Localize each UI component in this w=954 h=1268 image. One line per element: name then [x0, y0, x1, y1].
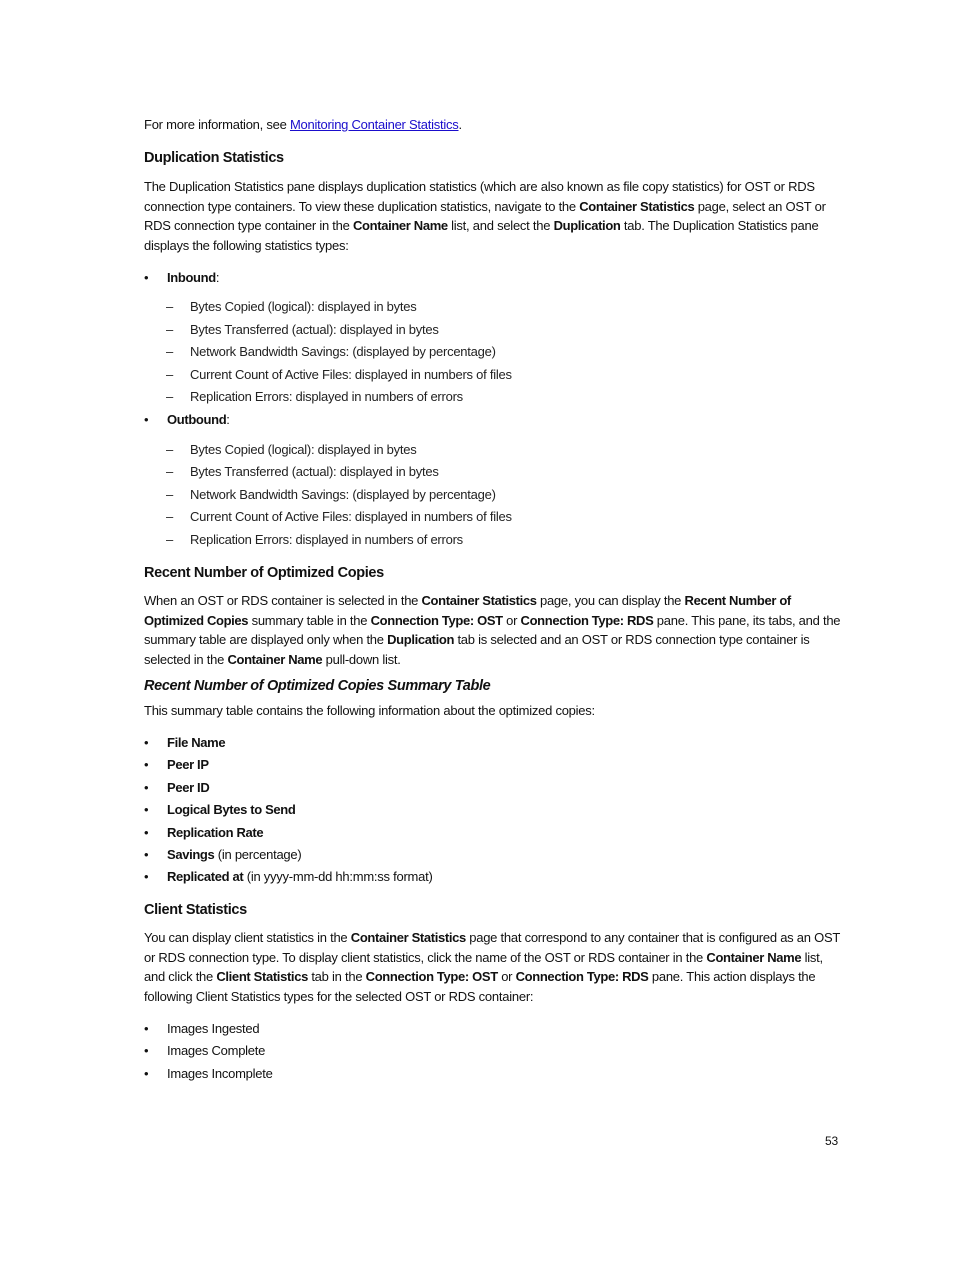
summary-table-subheading: Recent Number of Optimized Copies Summary Table	[144, 678, 491, 694]
bullet-marker: •	[144, 757, 149, 772]
bullet-marker: •	[144, 847, 149, 862]
dash-marker: –	[166, 344, 173, 359]
sub-item-text: Network Bandwidth Savings: (displayed by percentage)	[190, 487, 496, 502]
sub-item-text: Replication Errors: displayed in numbers of errors	[190, 389, 463, 404]
text: pane. This pane, its tabs, and the summary table are displayed only when the	[144, 612, 841, 647]
bullet-marker: •	[144, 270, 149, 285]
bold-term: Container Name	[706, 949, 802, 965]
sub-item-text: Network Bandwidth Savings: (displayed by percentage)	[190, 344, 496, 359]
bold-term: Connection Type: RDS	[520, 612, 654, 628]
dash-marker: –	[166, 299, 173, 314]
recent-optimized-copies-heading: Recent Number of Optimized Copies	[144, 565, 384, 581]
duplication-statistics-heading: Duplication Statistics	[144, 150, 284, 166]
intro-suffix: .	[458, 117, 462, 132]
sub-item-text: Bytes Transferred (actual): displayed in bytes	[190, 464, 439, 479]
text: tab in the	[307, 969, 366, 984]
bold-term: Replicated at	[167, 869, 244, 884]
client-statistics-paragraph	[144, 928, 842, 1006]
bold-term: Container Name	[353, 218, 448, 233]
bold-term: Replication Rate	[167, 825, 264, 840]
text: The Duplication Statistics pane displays duplication statistics (which are also known as file copy statistics) for OST or RDS connection type containers. To view these duplication statistics, navigate to the	[144, 179, 815, 214]
sub-item-text: Replication Errors: displayed in numbers of errors	[190, 532, 463, 547]
bold-term: Duplication	[553, 218, 621, 233]
dash-marker: –	[166, 322, 173, 337]
bold-term: Connection Type: OST	[370, 612, 503, 628]
sub-item-text: Bytes Copied (logical): displayed in bytes	[190, 299, 417, 314]
text: You can display client statistics in the	[144, 930, 351, 945]
bullet-marker: •	[144, 825, 149, 840]
item-text: Images Ingested	[167, 1021, 260, 1036]
bold-term: Client Statistics	[216, 969, 308, 984]
text: pull-down list.	[322, 651, 401, 667]
text: or	[502, 612, 521, 628]
bold-term: Container Statistics	[579, 198, 695, 214]
intro-paragraph	[144, 115, 842, 135]
text: page, you can display the	[536, 593, 685, 608]
text: (in yyyy-mm-dd hh:mm:ss format)	[243, 869, 433, 884]
dash-marker: –	[166, 389, 173, 404]
item-text: Images Complete	[167, 1043, 266, 1058]
bullet-marker: •	[144, 412, 149, 427]
bullet-marker: •	[144, 1043, 149, 1058]
sub-item-text: Bytes Copied (logical): displayed in bytes	[190, 442, 417, 457]
inbound-label: Inbound	[167, 270, 216, 285]
bold-term: Connection Type: OST	[365, 969, 498, 984]
text: (in percentage)	[214, 847, 302, 862]
outbound-label: Outbound	[167, 412, 227, 427]
bullet-marker: •	[144, 1066, 149, 1081]
bold-term: Savings	[167, 847, 215, 862]
sub-item-text: Current Count of Active Files: displayed in numbers of files	[190, 367, 512, 382]
monitoring-container-statistics-link[interactable]: Monitoring Container Statistics	[289, 117, 459, 132]
text: summary table in the	[248, 612, 371, 628]
text: pane. This action displays the following Client Statistics types for the selected OST or RDS container:	[144, 969, 816, 1004]
dash-marker: –	[166, 487, 173, 502]
dash-marker: –	[166, 442, 173, 457]
text: list, and select the	[447, 218, 554, 233]
bold-term: Peer ID	[167, 780, 210, 795]
bold-term: Peer IP	[167, 757, 209, 772]
bold-term: Connection Type: RDS	[515, 969, 649, 984]
bullet-marker: •	[144, 869, 149, 884]
client-statistics-heading: Client Statistics	[144, 902, 247, 918]
intro-text: For more information, see	[144, 117, 290, 132]
sub-item-text: Current Count of Active Files: displayed in numbers of files	[190, 509, 512, 524]
dash-marker: –	[166, 464, 173, 479]
sub-item-text: Bytes Transferred (actual): displayed in bytes	[190, 322, 439, 337]
bullet-marker: •	[144, 802, 149, 817]
item-text: Images Incomplete	[167, 1066, 273, 1081]
duplication-statistics-paragraph	[144, 177, 842, 255]
dash-marker: –	[166, 509, 173, 524]
dash-marker: –	[166, 532, 173, 547]
summary-table-paragraph: This summary table contains the following information about the optimized copies:	[144, 703, 595, 718]
page-number: 53	[825, 1134, 838, 1148]
colon: :	[215, 270, 220, 285]
bold-term: Container Statistics	[421, 593, 537, 608]
bold-term: File Name	[167, 735, 226, 750]
colon: :	[226, 412, 230, 427]
bold-term: Recent Number of Optimized Copies	[144, 593, 791, 628]
recent-optimized-copies-paragraph	[144, 591, 842, 669]
text: page, select an OST or RDS connection type container in the	[144, 198, 826, 233]
bullet-marker: •	[144, 1021, 149, 1036]
bullet-marker: •	[144, 735, 149, 750]
bold-term: Duplication	[387, 632, 455, 647]
text: tab. The Duplication Statistics pane displays the following statistics types:	[144, 218, 819, 253]
text: or	[497, 969, 516, 984]
dash-marker: –	[166, 367, 173, 382]
text: list, and click the	[144, 949, 823, 984]
bold-term: Container Name	[227, 651, 323, 667]
bold-term: Logical Bytes to Send	[167, 802, 296, 817]
bold-term: Container Statistics	[350, 930, 466, 945]
text: When an OST or RDS container is selected in the	[144, 593, 422, 608]
text: tab is selected and an OST or RDS connection type container is selected in the	[144, 632, 810, 667]
bullet-marker: •	[144, 780, 149, 795]
text: page that correspond to any container that is configured as an OST or RDS connection type. To display client statistics, click the name of the OST or RDS container in the	[144, 930, 840, 965]
